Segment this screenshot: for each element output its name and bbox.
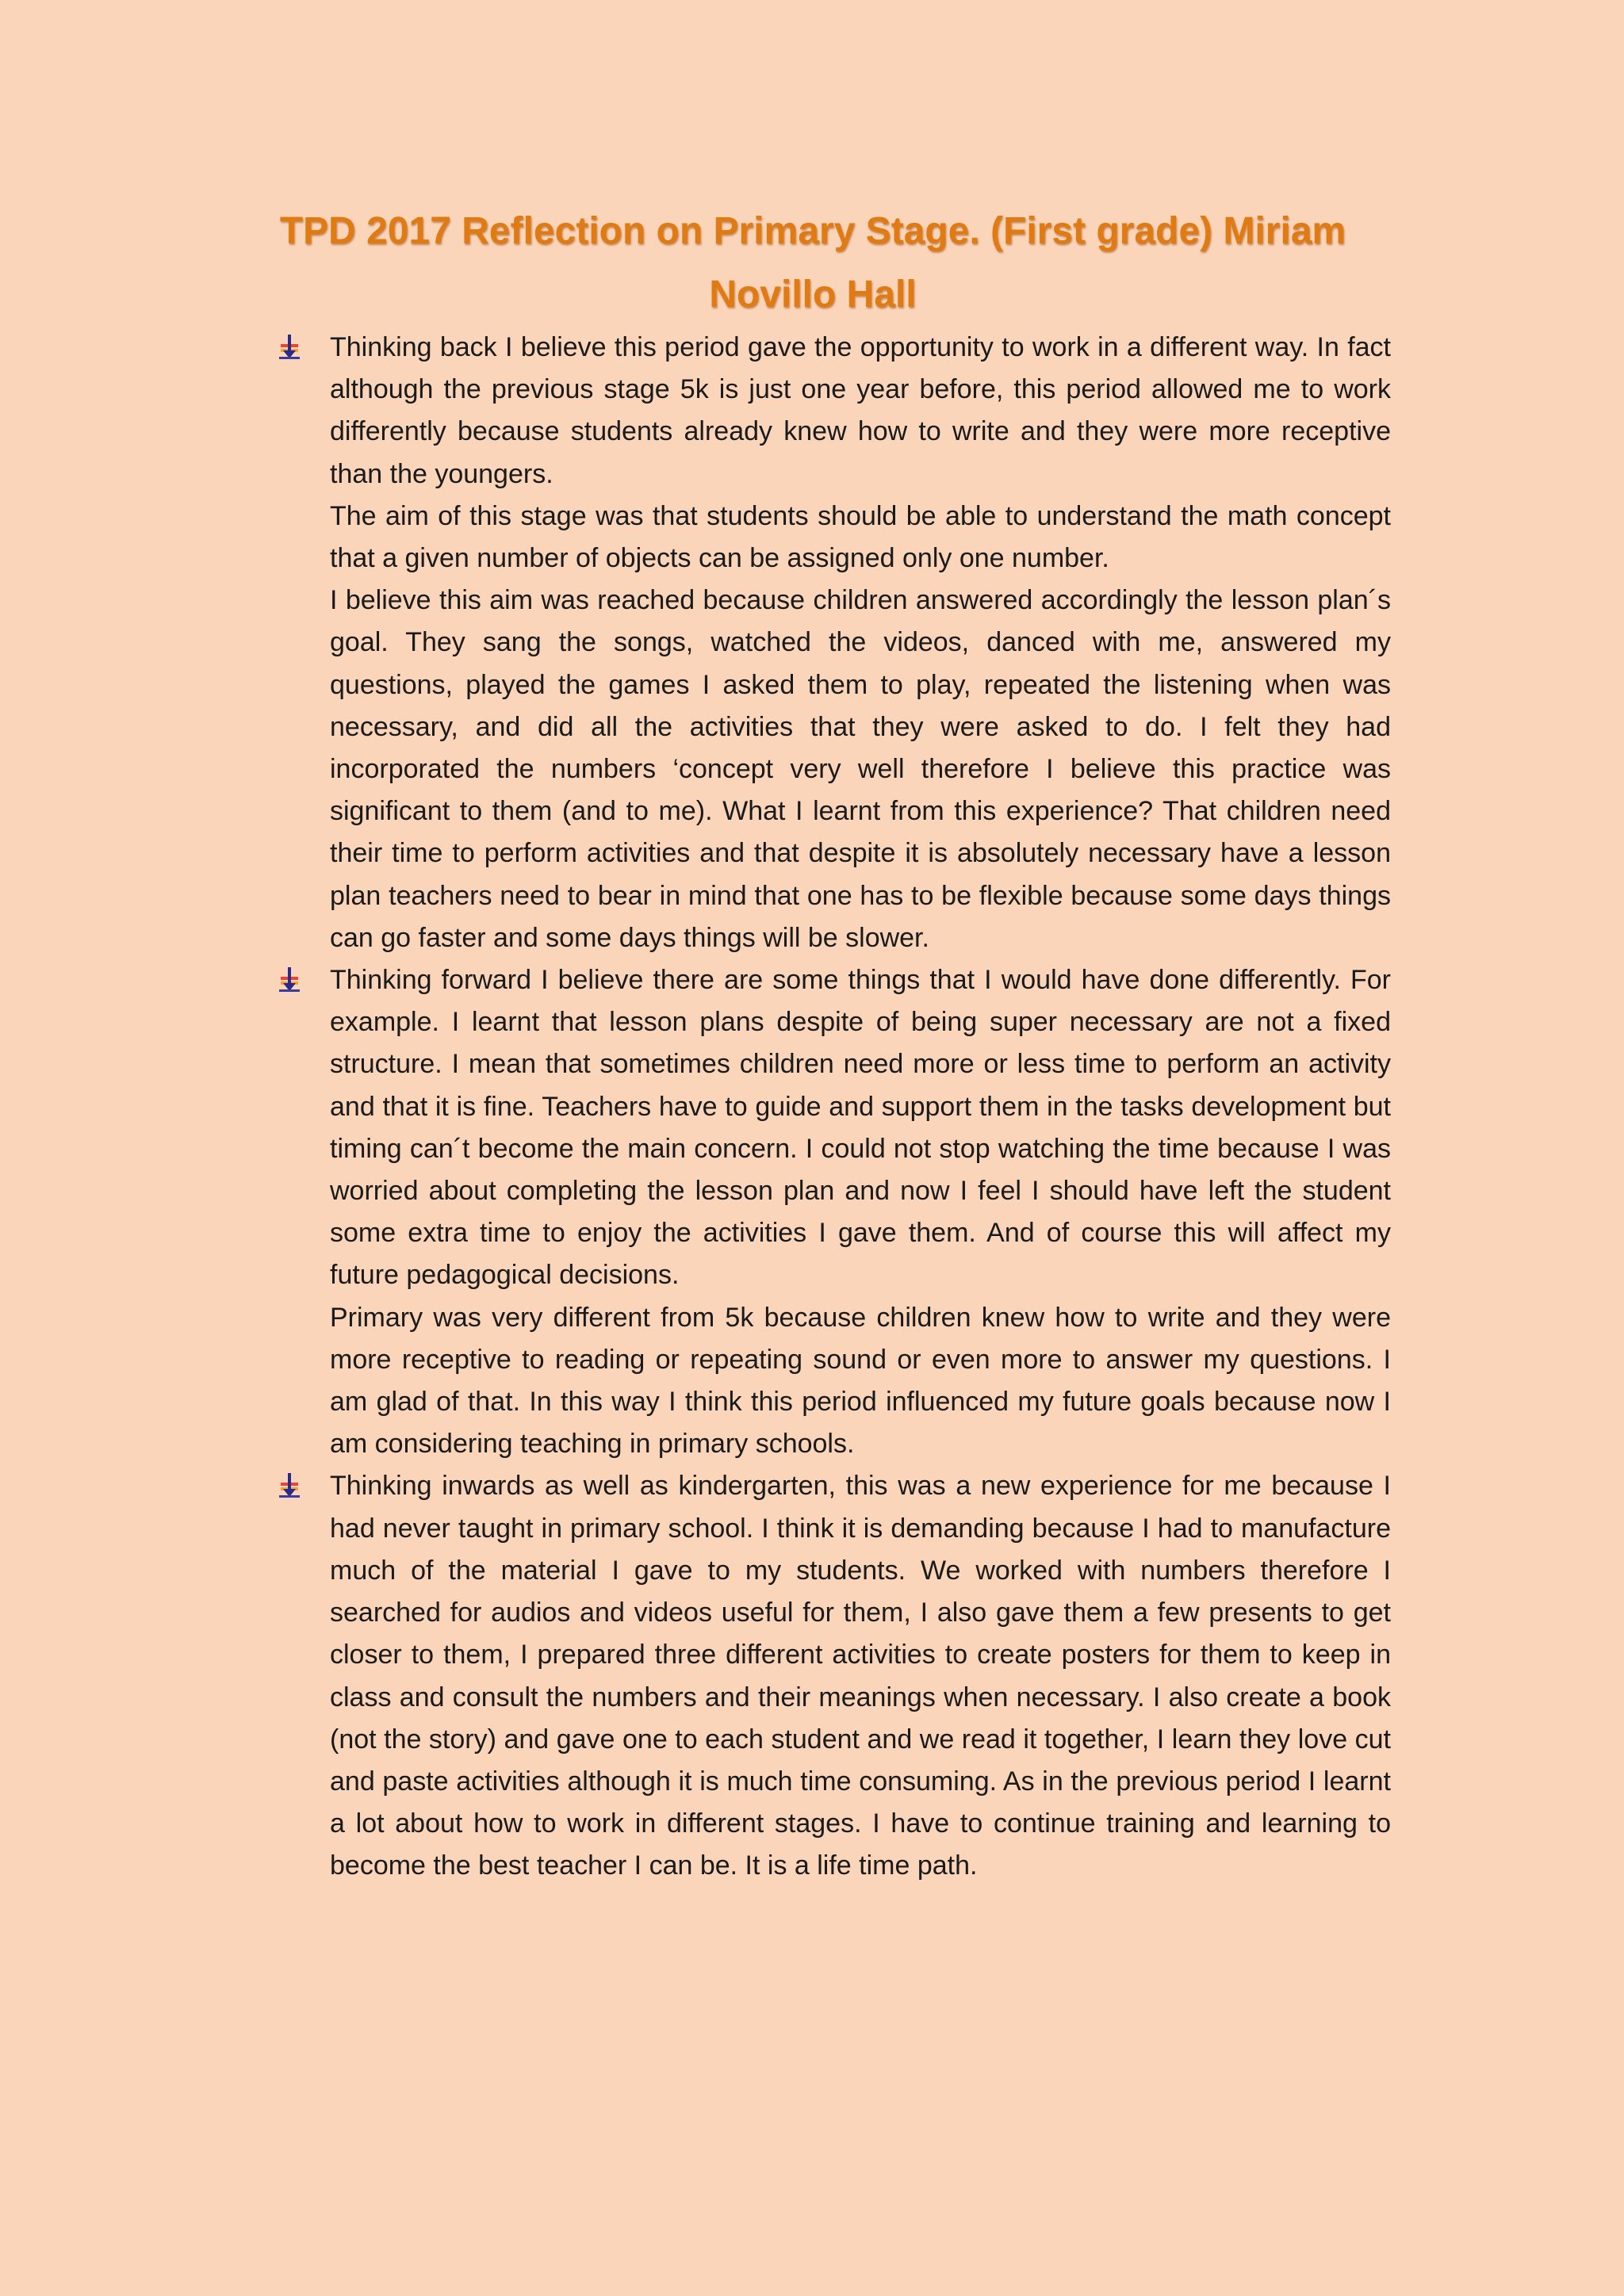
arrow-down-bullet-icon	[278, 333, 301, 360]
paragraph-aim	[330, 496, 1391, 580]
document-body	[330, 327, 1391, 1888]
page-title: TPD 2017 Reflection on Primary Stage. (First grade) Miriam Novillo Hall	[279, 210, 1346, 316]
paragraph-thinking-forward	[330, 959, 1391, 1297]
paragraph-text: I believe this aim was reached because children answered accordingly the lesson plan´s goal. They sang the songs, watched the videos, danced with me, answered my questions, played the games I asked them to play, repeated the listening when was necessary, and did all the activities that they were asked to do. I felt they had incorporated the numbers ‘concept very well therefore I believe this practice was significant to them (and to me). What I learnt from this experience? That children need their time to perform activities and that despite it is absolutely necessary have a lesson plan teachers need to bear in mind that one has to be flexible because some days things can go faster and some days things will be slower.	[330, 585, 1391, 953]
paragraph-text: Thinking forward I believe there are some things that I would have done differently. For example. I learnt that lesson plans despite of being super necessary are not a fixed structure. I mean that sometimes children need more or less time to perform an activity and that it is fine. Teachers have to guide and support them in the tasks development but timing can´t become the main concern. I could not stop watching the time because I was worried about completing the lesson plan and now I feel I should have left the student some extra time to enjoy the activities I gave them. And of course this will affect my future pedagogical decisions.	[330, 965, 1391, 1291]
arrow-down-bullet-icon	[278, 1471, 301, 1498]
paragraph-text: Thinking back I believe this period gave the opportunity to work in a different way. In fact although the previous stage 5k is just one year before, this period allowed me to work differently because students already knew how to write and they were more receptive than the youngers.	[330, 332, 1391, 489]
paragraph-text: Primary was very different from 5k because children knew how to write and they were more receptive to reading or repeating sound or even more to answer my questions. I am glad of that. In this way I think this period influenced my future goals because now I am considering teaching in primary schools.	[330, 1302, 1391, 1460]
paragraph-primary	[330, 1297, 1391, 1466]
paragraph-thinking-back	[330, 327, 1391, 496]
paragraph-text: Thinking inwards as well as kindergarten, this was a new experience for me because I had never taught in primary school. I think it is demanding because I had to manufacture much of the material I gave to my students. We worked with numbers therefore I searched for audios and videos useful for them, I also gave them a few presents to get closer to them, I prepared three different activities to create posters for them to keep in class and consult the numbers and their meanings when necessary. I also create a book (not the story) and gave one to each student and we read it together, I learn they love cut and paste activities although it is much time consuming. As in the previous period I learnt a lot about how to work in different stages. I have to continue training and learning to become the best teacher I can be. It is a life time path.	[330, 1471, 1391, 1881]
paragraph-thinking-inwards	[330, 1465, 1391, 1887]
paragraph-aim-reached	[330, 580, 1391, 959]
arrow-down-bullet-icon	[278, 966, 301, 993]
paragraph-text: The aim of this stage was that students should be able to understand the math concept that a given number of objects can be assigned only one number.	[330, 500, 1391, 574]
